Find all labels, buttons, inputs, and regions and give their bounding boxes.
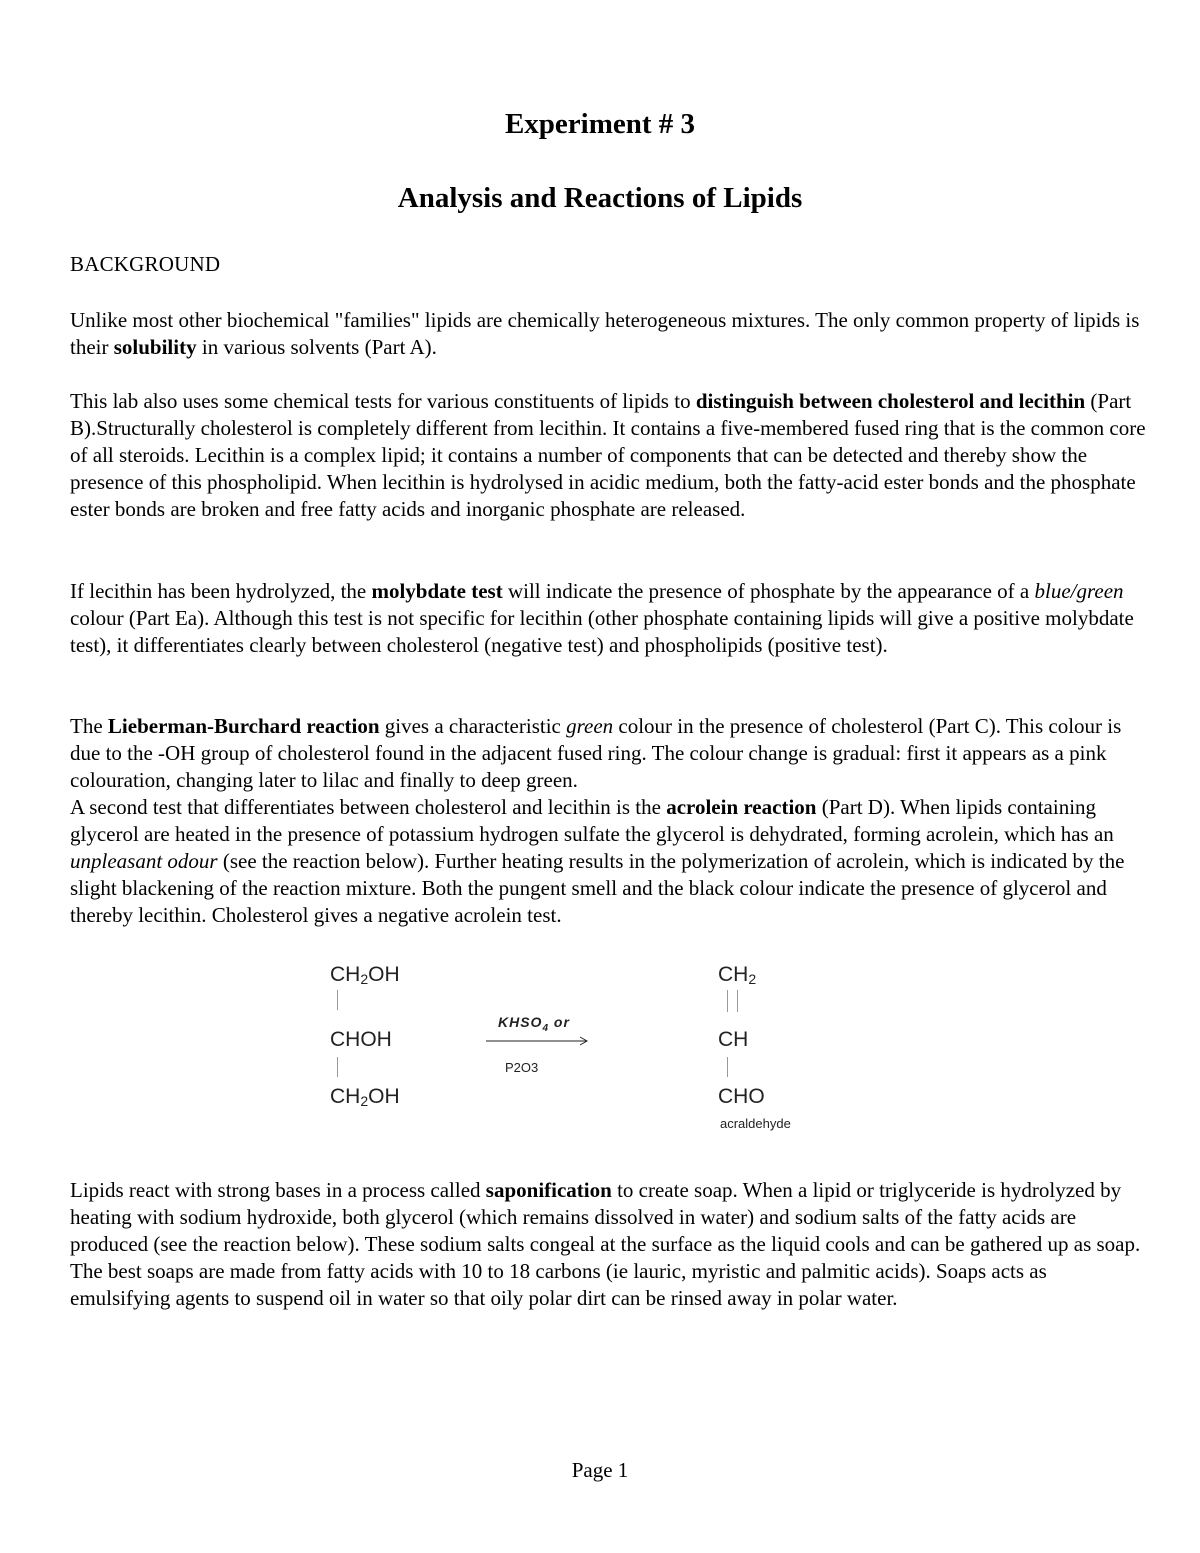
acrolein-reaction-diagram xyxy=(0,950,1200,1140)
reagent-label: $KHSO_4$ or xyxy=(498,1014,570,1034)
paragraph-molybdate-test: If lecithin has been hydrolyzed, the molybdate test will indicate the presence of phosphate by the appearance of a blue/green colour (Part Ea). Although this test is not specific for lecithin (other phosphate containing lipids will give a positive molybdate test), it differentiates clearly between cholesterol (negative test) and phospholipids (positive test). xyxy=(70,579,1134,657)
double-bond-line xyxy=(737,990,738,1012)
glycerol-middle-group: CHOH xyxy=(330,1028,392,1051)
glycerol-bottom-group: $CH_2OH$ xyxy=(330,1085,400,1109)
paragraph-lieberman-acrolein: The Lieberman-Burchard reaction gives a characteristic green colour in the presence of cholesterol (Part C). This colour is due to the -OH group of cholesterol found in the adjacent fused ring. The colour change is gradual: first it appears as a pink colouration, changing later to lilac and finally to deep green. A second test that differentiates between cholesterol and lecithin is the acrolein reaction (Part D). When lipids containing glycerol are heated in the presence of potassium hydrogen sulfate the glycerol is dehydrated, forming acrolein, which has an unpleasant odour (see the reaction below). Further heating results in the polymerization of acrolein, which is indicated by the slight blackening of the reaction mixture. Both the pungent smell and the black colour indicate the presence of glycerol and thereby lecithin. Cholesterol gives a negative acrolein test. xyxy=(70,714,1125,927)
glycerol-top-group: $CH_2OH$ xyxy=(330,963,400,987)
reaction-arrow-icon xyxy=(486,1034,590,1048)
page-title: Experiment # 3 xyxy=(504,108,696,140)
paragraph-cholesterol-lecithin: This lab also uses some chemical tests for various constituents of lipids to distinguish between cholesterol and lecithin (Part B).Structurally cholesterol is completely different from lecithin. It contains a five-membered fused ring that is the common core of all steroids. Lecithin is a complex lipid; it contains a number of components that can be detected and thereby show the presence of this phospholipid. When lecithin is hydrolysed in acidic medium, both the fatty-acid ester bonds and the phosphate ester bonds are broken and free fatty acids and inorganic phosphate are released. xyxy=(70,389,1146,521)
page-subtitle: Analysis and Reactions of Lipids xyxy=(397,182,803,214)
product-label: acraldehyde xyxy=(720,1116,791,1131)
bond-line xyxy=(337,990,338,1010)
reagent-alternative-label: P2O3 xyxy=(505,1060,539,1075)
double-bond-line xyxy=(727,990,728,1012)
acrolein-middle-group: CH xyxy=(718,1028,749,1051)
acrolein-top-group: $CH_2$ xyxy=(718,963,757,987)
paragraph-solubility: Unlike most other biochemical "families" lipids are chemically heterogeneous mixtures. The only common property of lipids is their solubility in various solvents (Part A). xyxy=(70,308,1140,359)
paragraph-saponification: Lipids react with strong bases in a process called saponification to create soap. When a lipid or triglyceride is hydrolyzed by heating with sodium hydroxide, both glycerol (which remains dissolved in water) and sodium salts of the fatty acids are produced (see the reaction below). These sodium salts congeal at the surface as the liquid cools and can be gathered up as soap. The best soaps are made from fatty acids with 10 to 18 carbons (ie lauric, myristic and palmitic acids). Soaps acts as emulsifying agents to suspend oil in water so that oily polar dirt can be rinsed away in polar water. xyxy=(70,1178,1141,1310)
bond-line xyxy=(337,1057,338,1077)
bond-line xyxy=(727,1057,728,1077)
section-heading: BACKGROUND xyxy=(70,252,221,276)
acrolein-bottom-group: CHO xyxy=(718,1085,765,1108)
page-number: Page 1 xyxy=(571,1458,629,1482)
